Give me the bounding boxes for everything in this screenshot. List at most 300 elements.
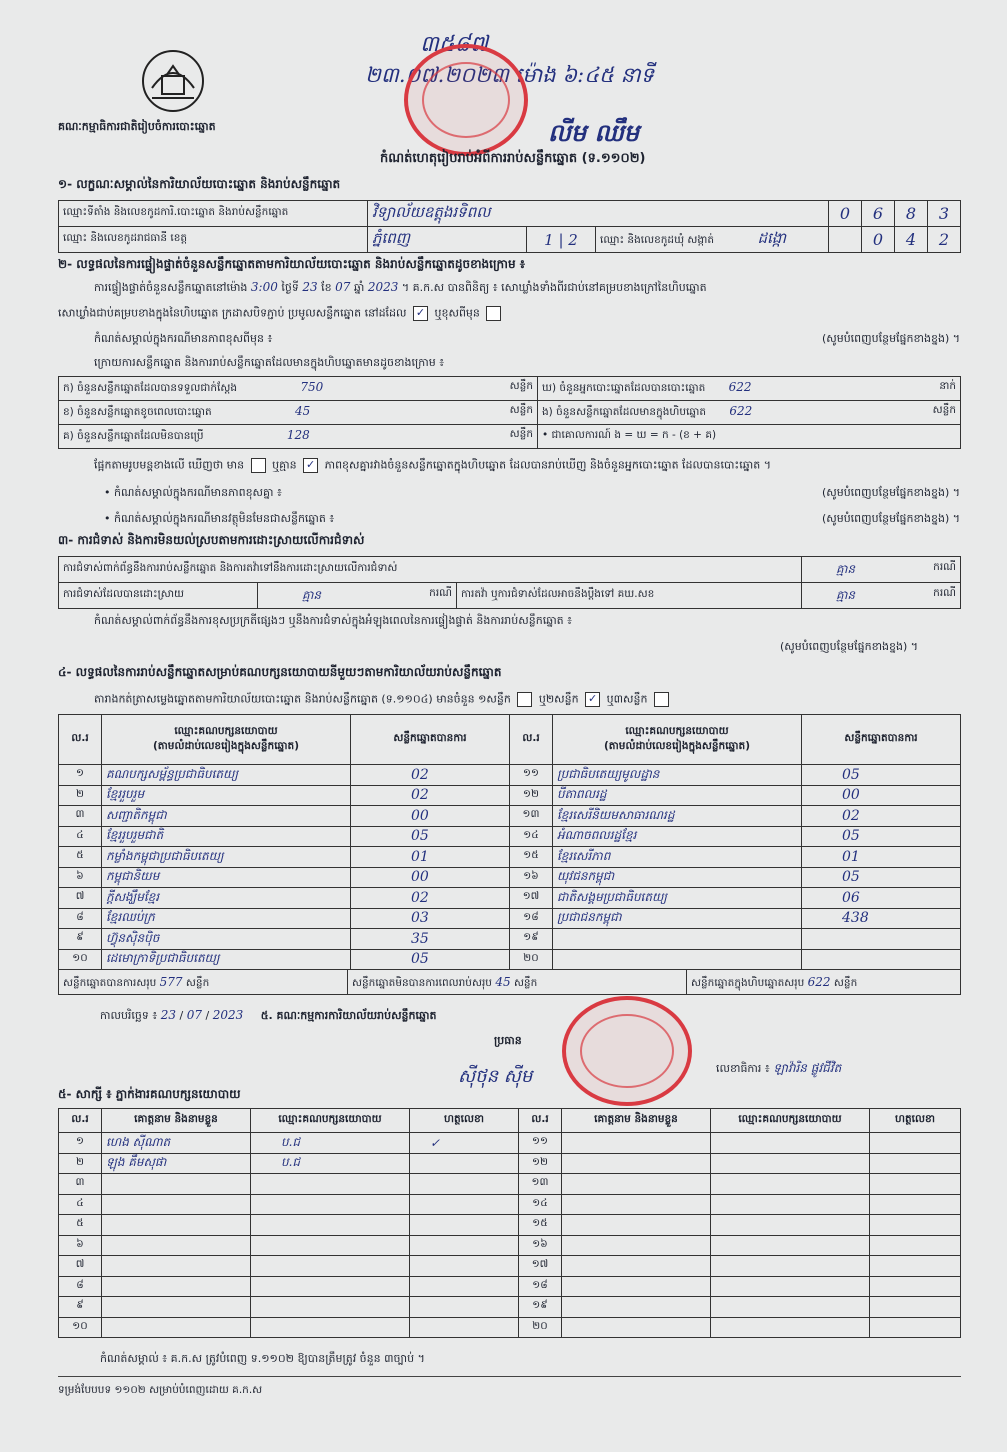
commune-value: ដង្កោ [757, 228, 787, 247]
unit: សន្លឹក [932, 404, 956, 416]
unit: សន្លឹក [185, 977, 210, 989]
committee-label: ៥. គណៈកម្មការការិយាល័យរាប់សន្លឹកឆ្នោត [260, 1009, 437, 1022]
witness-party [711, 1133, 870, 1154]
party-votes: 03 [351, 908, 510, 929]
section-3-heading: ៣- ការជំទាស់ និងការមិនយល់ស្របតាមការដោះស្រាយលើការជំទាស់ [58, 533, 365, 547]
stamp-note: លីម ឈឹម [548, 118, 639, 147]
witness-name [562, 1153, 711, 1174]
party-votes: 02 [351, 765, 510, 786]
witness-name [102, 1215, 251, 1236]
witness-name [562, 1133, 711, 1154]
section-1-heading: ១- លក្ខណៈសម្គាល់នៃការិយាល័យបោះឆ្នោត និងរាប់សន្លឹកឆ្នោត [58, 177, 341, 191]
witness-name [102, 1174, 251, 1195]
col-no: ល.រ [59, 1109, 102, 1133]
party-votes: 05 [351, 949, 510, 970]
one-sheet-checkbox[interactable] [517, 692, 532, 707]
voters-label: ឃ) ចំនួនអ្នកបោះឆ្នោតដែលបានបោះឆ្នោត [542, 382, 706, 394]
bullet-object-label: • កំណត់សម្គាល់ក្នុងករណីមានវត្ថុមិនមែនជាសន្លឹកឆ្នោត ៖ [104, 512, 335, 525]
witness-row [59, 1194, 961, 1215]
witness-signature [870, 1317, 961, 1338]
party-votes: 01 [351, 847, 510, 868]
party-name: សញ្ជាតិកម្ពុជា [102, 806, 351, 827]
location-code-2: 6 [862, 201, 895, 227]
party-votes [802, 929, 961, 950]
verify-month: 07 [335, 280, 351, 294]
witness-no: ១៧ [519, 1256, 562, 1277]
witness-name [102, 1276, 251, 1297]
party-name [553, 929, 802, 950]
witness-signature [410, 1235, 519, 1256]
discrepancy-label: ផ្អែកតាមរូបមន្តខាងលើ ឃើញថា មាន [94, 458, 245, 472]
witness-name [102, 1297, 251, 1318]
seal-line [58, 306, 504, 323]
witness-no: ៦ [59, 1235, 102, 1256]
witness-no: ៩ [59, 1297, 102, 1318]
party-votes: 02 [351, 888, 510, 909]
party-no: ២០ [510, 949, 553, 970]
verify-year: 2023 [367, 280, 399, 294]
witness-signature [870, 1276, 961, 1297]
verify-month-label: ខែ [321, 281, 332, 294]
party-results-table [58, 714, 961, 995]
top-code: ៣៥៨៧ [420, 32, 488, 57]
resolved-value: គ្មាន [302, 587, 322, 602]
party-row [59, 806, 961, 827]
footnote: កំណត់សម្គាល់ ៖ គ.ក.ស ត្រូវបំពេញ ទ.១១០២ ឱ្យបានត្រឹមត្រូវ ចំនួន ៣ច្បាប់ ។ [100, 1352, 425, 1365]
commune-code-3: 2 [928, 227, 961, 253]
date-day: 23 [160, 1008, 176, 1022]
voters-value: 622 [728, 380, 752, 394]
col-votes: សន្លឹកឆ្នោតបានការ [802, 715, 961, 765]
spoiled-value: 45 [295, 404, 311, 418]
total-valid [59, 970, 348, 994]
witness-signature: ✓ [410, 1133, 519, 1154]
witness-party [251, 1174, 410, 1195]
party-no: ១៩ [510, 929, 553, 950]
party-votes: 00 [351, 867, 510, 888]
witness-party [711, 1215, 870, 1236]
party-row [59, 888, 961, 909]
witness-name [562, 1235, 711, 1256]
witness-signature [870, 1215, 961, 1236]
witness-no: ១៥ [519, 1215, 562, 1236]
verify-time-label: ការផ្ទៀងផ្ទាត់ចំនួនសន្លឹកឆ្នោតនៅម៉ោង [94, 281, 248, 294]
witness-row [59, 1235, 961, 1256]
witness-party [711, 1276, 870, 1297]
witness-signature [410, 1276, 519, 1297]
date-line: កាលបរិច្ឆេទ ៖ 23 / 07 / 2023 ៥. គណៈកម្មការការិយាល័យរាប់សន្លឹកឆ្នោត [100, 1008, 437, 1022]
witness-name [102, 1256, 251, 1277]
witness-party [251, 1235, 410, 1256]
col-party: ឈ្មោះគណបក្សនយោបាយ [711, 1109, 870, 1133]
party-no: ៨ [59, 908, 102, 929]
witness-no: ១ [59, 1133, 102, 1154]
witness-row [59, 1317, 961, 1338]
party-no: ១៨ [510, 908, 553, 929]
appeal-label: ការតវ៉ា ឬការជំទាស់ដែលអាចនឹងប្តឹងទៅ គឃ.សខ [457, 583, 802, 609]
witness-party [251, 1317, 410, 1338]
difference-note-label: កំណត់សម្គាល់ក្នុងករណីមានភាពខុសពីមុន ៖ [94, 332, 273, 345]
case-unit: ករណី [933, 586, 956, 599]
irregularity-hint: (សូមបំពេញបន្ថែមផ្នែកខាងខ្នង) ។ [780, 640, 919, 653]
unit: សន្លឹក [509, 404, 533, 416]
witness-name [562, 1215, 711, 1236]
total-box-value: 622 [807, 975, 831, 989]
case-unit: ករណី [933, 560, 956, 573]
no-discrepancy-checkbox[interactable]: ✓ [303, 458, 318, 473]
party-votes: 01 [802, 847, 961, 868]
party-name: យុវជនកម្ពុជា [553, 867, 802, 888]
party-no: ១០ [59, 949, 102, 970]
form-title: កំណត់ហេតុរៀបរាប់អំពីការរាប់សន្លឹកឆ្នោត (ទ.១១០២) [380, 151, 646, 166]
witness-party [711, 1317, 870, 1338]
witness-signature [410, 1256, 519, 1277]
official-stamp-top [404, 44, 528, 156]
commune-cell [596, 227, 829, 253]
party-name: ហ៊្វុនស៊ិនប៉ិច [102, 929, 351, 950]
total-box-label: សន្លឹកឆ្នោតក្នុងហិបឆ្នោតសរុប [691, 977, 805, 989]
party-votes: 438 [802, 908, 961, 929]
party-row [59, 908, 961, 929]
party-name: ប្រជាធិបតេយ្យមូលដ្ឋាន [553, 765, 802, 786]
witness-party [251, 1276, 410, 1297]
case-unit: ករណី [429, 586, 452, 599]
party-name: ខ្មែរសេរីភាព [553, 847, 802, 868]
witness-name [562, 1317, 711, 1338]
witness-signature [410, 1215, 519, 1236]
witness-name [562, 1194, 711, 1215]
party-name: ខ្មែរសេរីនិយមសាធារណរដ្ឋ [553, 806, 802, 827]
party-no: ១៤ [510, 826, 553, 847]
verify-time-line [94, 280, 707, 297]
witness-signature [870, 1153, 961, 1174]
unit: សន្លឹក [509, 428, 533, 440]
received-label: ក) ចំនួនសន្លឹកឆ្នោតដែលបានទទួលជាក់ស្តែង [63, 382, 238, 394]
unit: សន្លឹក [509, 380, 533, 392]
verify-year-label: ឆ្នាំ [353, 281, 365, 294]
commune-code-1: 0 [862, 227, 895, 253]
irregularity-line: កំណត់សម្គាល់ពាក់ព័ន្ធនឹងការខុសប្រក្រតីផ្សេងៗ ឬនឹងការជំទាស់ក្នុងអំឡុងពេលនៃការផ្ទៀងផ្ទាត់ និងការរាប់សន្លឹកឆ្នោត ៖ [94, 614, 572, 627]
witness-signature [870, 1194, 961, 1215]
party-name: ខ្មែររួបរួម [102, 785, 351, 806]
province-code: 1 | 2 [527, 227, 596, 253]
witness-no: ១៣ [519, 1174, 562, 1195]
party-name: គណបក្សសម្ព័ន្ធប្រជាធិបតេយ្យ [102, 765, 351, 786]
complaint-table [58, 556, 961, 609]
party-name: ដេមោក្រាទិប្រជាធិបតេយ្យ [102, 949, 351, 970]
witness-no: ១២ [519, 1153, 562, 1174]
col-party-title: ឈ្មោះគណបក្សនយោបាយ [625, 724, 729, 737]
witness-no: ៨ [59, 1276, 102, 1297]
bullet-object [104, 512, 960, 528]
witness-name [562, 1174, 711, 1195]
party-row [59, 949, 961, 970]
bullet-object-hint: (សូមបំពេញបន្ថែមផ្នែកខាងខ្នង) ។ [821, 512, 960, 525]
bullet-diff-label: • កំណត់សម្គាល់ក្នុងករណីមានភាពខុសគ្នា ៖ [104, 486, 282, 499]
witness-row [59, 1133, 961, 1154]
location-code-4: 3 [928, 201, 961, 227]
discrepancy-line [94, 458, 771, 475]
witness-row [59, 1153, 961, 1174]
witness-no: ២០ [519, 1317, 562, 1338]
party-votes: 00 [802, 785, 961, 806]
witness-no: ៤ [59, 1194, 102, 1215]
witness-no: ១៨ [519, 1276, 562, 1297]
witness-row [59, 1276, 961, 1297]
bullet-diff [104, 486, 960, 502]
verify-day: 23 [302, 280, 318, 294]
witness-signature [410, 1317, 519, 1338]
party-votes: 06 [802, 888, 961, 909]
col-votes: សន្លឹកឆ្នោតបានការ [351, 715, 510, 765]
tally-sheet-label: តារាងកត់ត្រាសម្លេងឆ្នោតតាមការិយាល័យបោះឆ្នោត និងរាប់សន្លឹកឆ្នោត (ទ.១១០៤) មានចំនួន ១សន្លឹក [94, 692, 511, 706]
witness-signature [410, 1297, 519, 1318]
witness-signature [410, 1194, 519, 1215]
unused-label: គ) ចំនួនសន្លឹកឆ្នោតដែលមិនបានប្រើ [63, 430, 204, 442]
witness-no: ១៩ [519, 1297, 562, 1318]
party-votes: 02 [351, 785, 510, 806]
col-signature: ហត្ថលេខា [410, 1109, 519, 1133]
difference-note-line [94, 332, 960, 348]
org-name: គណៈកម្មាធិការជាតិរៀបចំការបោះឆ្នោត [58, 120, 216, 133]
party-name: កម្លាំងកម្ពុជាប្រជាធិបតេយ្យ [102, 847, 351, 868]
different-label: ឬខុសពីមុន [434, 306, 480, 320]
verify-statement: ។ គ.ក.ស បានពិនិត្យ ៖ សោឃ្លាំងទាំងពីរជាប់នៅគម្របខាងក្រៅនៃហិបឆ្នោត [401, 281, 707, 294]
witness-no: ៣ [59, 1174, 102, 1195]
witness-party [251, 1297, 410, 1318]
party-no: ៣ [59, 806, 102, 827]
party-row [59, 826, 961, 847]
three-sheets-label: ឬ៣សន្លឹក [606, 692, 648, 706]
party-name: អំណាចពលរដ្ឋខ្មែរ [553, 826, 802, 847]
witness-no: ១០ [59, 1317, 102, 1338]
witness-row [59, 1297, 961, 1318]
location-code-1: 0 [829, 201, 862, 227]
witness-no: ២ [59, 1153, 102, 1174]
witness-party: ប.ជ [251, 1153, 410, 1174]
form-note: ទម្រង់បែបបទ ១១០២ សម្រាប់បំពេញដោយ គ.ក.ស [58, 1384, 263, 1396]
party-name: ខ្មែររួបរួមជាតិ [102, 826, 351, 847]
difference-note-hint: (សូមបំពេញបន្ថែមផ្នែកខាងខ្នង) ។ [821, 332, 960, 345]
party-votes: 05 [351, 826, 510, 847]
party-row [59, 867, 961, 888]
section-1-table [58, 200, 961, 253]
party-row [59, 765, 961, 786]
appeal-value: គ្មាន [836, 587, 856, 602]
section-2-heading: ២- លទ្ធផលនៃការផ្ទៀងផ្ទាត់ចំនួនសន្លឹកឆ្នោតតាមការិយាល័យបោះឆ្នោត និងរាប់សន្លឹកឆ្នោតដូចខាងក្រោម ៖ [58, 257, 526, 271]
no-discrepancy-label: ឬគ្មាន [272, 458, 297, 472]
witness-signature [410, 1153, 519, 1174]
date-month: 07 [186, 1008, 202, 1022]
witness-name: ឡុង គឹមសុផា [102, 1153, 251, 1174]
formula: • ជាគោលការណ៍ ង = ឃ = ក - (ខ + គ) [538, 425, 961, 449]
total-invalid [348, 970, 687, 994]
has-discrepancy-checkbox[interactable] [251, 458, 266, 473]
total-valid-label: សន្លឹកឆ្នោតបានការសរុប [63, 977, 157, 989]
party-votes: 35 [351, 929, 510, 950]
bullet-diff-hint: (សូមបំពេញបន្ថែមផ្នែកខាងខ្នង) ។ [821, 486, 960, 499]
secretary-line [716, 1060, 841, 1078]
official-stamp-bottom [562, 996, 692, 1106]
total-valid-value: 577 [159, 975, 183, 989]
same-checkbox[interactable]: ✓ [413, 306, 428, 321]
party-row [59, 929, 961, 950]
party-name: ខ្មែរឈប់ក្រ [102, 908, 351, 929]
two-sheets-label: ឬ២សន្លឹក [538, 692, 579, 706]
party-no: ១ [59, 765, 102, 786]
complaint-value: គ្មាន [836, 561, 856, 576]
col-party-sub: (តាមលំដាប់លេខរៀងក្នុងសន្លឹកឆ្នោត) [152, 739, 300, 752]
unused-value: 128 [286, 428, 310, 442]
witness-no: ៧ [59, 1256, 102, 1277]
party-no: ៧ [59, 888, 102, 909]
party-votes: 02 [802, 806, 961, 827]
location-code-3: 8 [895, 201, 928, 227]
party-no: ១៣ [510, 806, 553, 827]
party-no: ១៦ [510, 867, 553, 888]
location-value: វិទ្យាល័យឧត្តុងរទិពល [368, 201, 829, 227]
col-party [102, 715, 351, 765]
unit: នាក់ [939, 380, 956, 392]
col-no: ល.រ [510, 715, 553, 765]
col-name: គោត្តនាម និងនាមខ្លួន [102, 1109, 251, 1133]
resolved-label: ការជំទាស់ដែលបានដោះស្រាយ [59, 583, 258, 609]
section-4-heading: ៤- លទ្ធផលនៃការរាប់សន្លឹកឆ្នោតសម្រាប់គណបក្សនយោបាយនីមួយៗតាមការិយាល័យរាប់សន្លឹកឆ្នោត [58, 665, 502, 679]
discrepancy-statement: ភាពខុសគ្នារវាងចំនួនសន្លឹកឆ្នោតក្នុងហិបឆ្នោត ដែលបានរាប់ឃើញ និងចំនួនអ្នកបោះឆ្នោត ដែលបានបោះឆ្នោត ។ [324, 458, 771, 472]
province-label: ឈ្មោះ និងលេខកូដរាជធានី ខេត្ត [59, 227, 368, 253]
party-name: ជាតិសង្គមប្រជាធិបតេយ្យ [553, 888, 802, 909]
witness-table [58, 1108, 961, 1338]
chair-label: ប្រធាន [494, 1034, 522, 1047]
date-year: 2023 [212, 1008, 244, 1022]
col-party: ឈ្មោះគណបក្សនយោបាយ [251, 1109, 410, 1133]
witness-signature [870, 1235, 961, 1256]
col-party-title: ឈ្មោះគណបក្សនយោបាយ [174, 724, 278, 737]
party-name [553, 949, 802, 970]
chair-signature: ស៊ីថុន ស៊ីម [458, 1066, 533, 1087]
witness-party [251, 1194, 410, 1215]
commune-label: ឈ្មោះ និងលេខកូដឃុំ សង្កាត់ [600, 233, 715, 246]
party-votes: 05 [802, 826, 961, 847]
witness-name [102, 1317, 251, 1338]
total-invalid-value: 45 [495, 975, 511, 989]
party-votes: 05 [802, 867, 961, 888]
party-no: ៩ [59, 929, 102, 950]
bottom-rule [58, 1376, 961, 1377]
commune-code-2: 4 [895, 227, 928, 253]
witness-name [562, 1256, 711, 1277]
witness-no: ១៤ [519, 1194, 562, 1215]
party-no: ១៥ [510, 847, 553, 868]
total-invalid-label: សន្លឹកឆ្នោតមិនបានការពេលរាប់សរុប [352, 977, 492, 989]
witness-signature [870, 1297, 961, 1318]
col-no: ល.រ [519, 1109, 562, 1133]
witness-signature [870, 1174, 961, 1195]
witness-name [102, 1194, 251, 1215]
party-no: ៥ [59, 847, 102, 868]
witness-name [562, 1276, 711, 1297]
party-no: ៦ [59, 867, 102, 888]
party-votes: 05 [802, 765, 961, 786]
col-party [553, 715, 802, 765]
party-votes [802, 949, 961, 970]
witness-party [711, 1256, 870, 1277]
in-box-label: ង) ចំនួនសន្លឹកឆ្នោតដែលមានក្នុងហិបឆ្នោត [542, 406, 707, 418]
witness-row [59, 1215, 961, 1236]
witness-no: ១១ [519, 1133, 562, 1154]
witness-signature [870, 1256, 961, 1277]
secretary-value: ឡាវ៉ារិន ផ្លូវជីវិត [773, 1061, 842, 1075]
in-box-value: 622 [729, 404, 753, 418]
party-name: ក្តីសង្ឃឹមខ្មែរ [102, 888, 351, 909]
party-name: ប្រជាជនកម្ពុជា [553, 908, 802, 929]
seal-statement: សោឃ្លាំងជាប់គម្របខាងក្នុងនៃហិបឆ្នោត ក្រដាសបិទភ្ជាប់ ប្រមូលសន្លឹកឆ្នោត នៅដដែល [58, 306, 407, 320]
party-no: ១៧ [510, 888, 553, 909]
party-no: ១១ [510, 765, 553, 786]
witness-party [251, 1256, 410, 1277]
witness-party: ប.ជ [251, 1133, 410, 1154]
witness-row [59, 1256, 961, 1277]
witness-signature [410, 1174, 519, 1195]
province-value: ភ្នំពេញ [368, 227, 527, 253]
unit: សន្លឹក [513, 977, 538, 989]
witness-party [711, 1174, 870, 1195]
col-no: ល.រ [59, 715, 102, 765]
witness-name: ហេង ស៊ីណាត [102, 1133, 251, 1154]
party-no: ១២ [510, 785, 553, 806]
party-no: ២ [59, 785, 102, 806]
spoiled-label: ខ) ចំនួនសន្លឹកឆ្នោតខូចពេលបោះឆ្នោត [63, 406, 212, 418]
party-row [59, 847, 961, 868]
unit: សន្លឹក [833, 977, 858, 989]
ballot-count-table [58, 376, 961, 449]
witness-name [562, 1297, 711, 1318]
party-votes: 00 [351, 806, 510, 827]
witness-signature [870, 1133, 961, 1154]
witness-party [711, 1153, 870, 1174]
count-intro: ក្រោយការសន្លឹកឆ្នោត និងការរាប់សន្លឹកឆ្នោតដែលមានក្នុងហិបឆ្នោតមានដូចខាងក្រោម ៖ [94, 356, 445, 369]
two-sheets-checkbox[interactable]: ✓ [585, 692, 600, 707]
party-row [59, 785, 961, 806]
party-name: កម្ពុជានិយម [102, 867, 351, 888]
different-checkbox[interactable] [486, 306, 501, 321]
secretary-label: លេខាធិការ ៖ [716, 1062, 770, 1075]
party-no: ៤ [59, 826, 102, 847]
section-5-heading: ៥- សាក្សី ៖ ភ្នាក់ងារគណបក្សនយោបាយ [58, 1087, 241, 1101]
witness-party [251, 1215, 410, 1236]
witness-party [711, 1235, 870, 1256]
witness-name [102, 1235, 251, 1256]
witness-party [711, 1297, 870, 1318]
verify-day-label: ថ្ងៃទី [281, 281, 299, 294]
party-name: បីតាពលរដ្ឋ [553, 785, 802, 806]
col-party-sub: (តាមលំដាប់លេខរៀងក្នុងសន្លឹកឆ្នោត) [603, 739, 751, 752]
top-datetime: ២៣.០៧.២០២៣ ម៉ោង ៦:៤៥ នាទី [365, 63, 654, 87]
tally-sheet-line [94, 692, 672, 709]
complaint-label: ការជំទាស់ពាក់ព័ន្ធនឹងការរាប់សន្លឹកឆ្នោត និងការតវ៉ាទៅនឹងការដោះស្រាយលើការជំទាស់ [59, 557, 802, 583]
received-value: 750 [300, 380, 324, 394]
col-name: គោត្តនាម និងនាមខ្លួន [562, 1109, 711, 1133]
witness-party [711, 1194, 870, 1215]
witness-no: ១៦ [519, 1235, 562, 1256]
three-sheets-checkbox[interactable] [654, 692, 669, 707]
nec-logo [140, 48, 206, 114]
location-label: ឈ្មោះទីតាំង និងលេខកូដការិ.បោះឆ្នោត និងរាប់សន្លឹកឆ្នោត [59, 201, 368, 227]
witness-row [59, 1174, 961, 1195]
date-label: កាលបរិច្ឆេទ ៖ [100, 1009, 158, 1022]
verify-time: 3:00 [250, 280, 278, 294]
witness-no: ៥ [59, 1215, 102, 1236]
